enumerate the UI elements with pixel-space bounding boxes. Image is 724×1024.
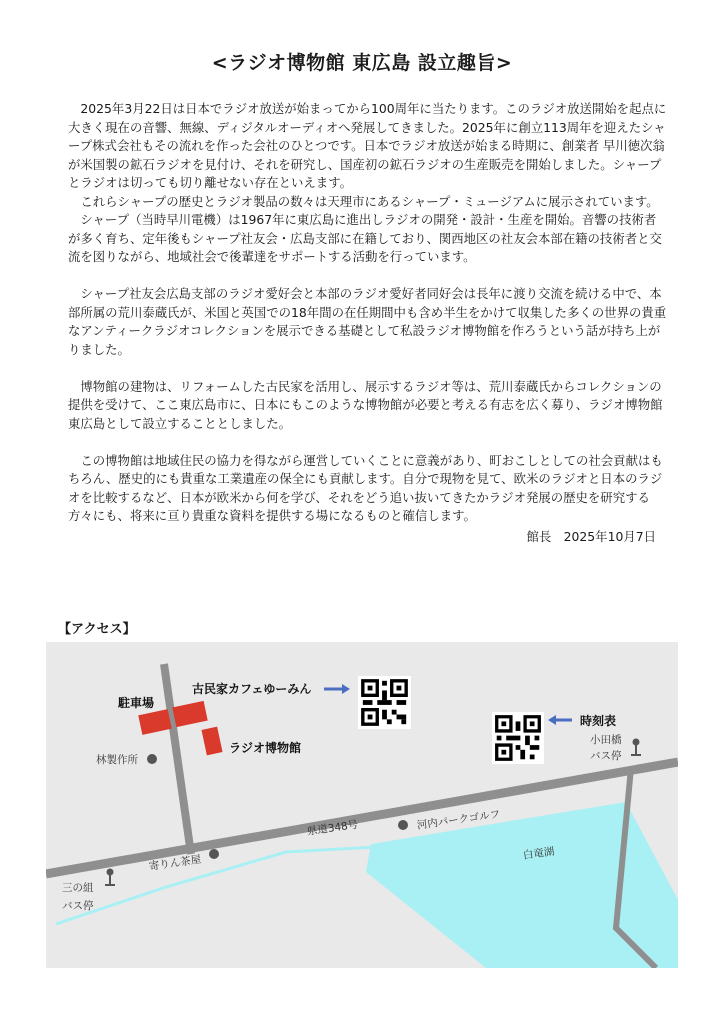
hayashi-label: 林製作所 <box>96 754 138 766</box>
access-map <box>46 642 678 968</box>
hayashi-dot <box>147 754 157 764</box>
cafe-building <box>172 701 207 727</box>
arrow-right-icon <box>324 684 350 694</box>
bus-stop-odabashi-icon <box>631 739 641 756</box>
bus-stop-mitsunokumi-icon <box>105 869 115 886</box>
paragraph-3: シャープ（当時早川電機）は1967年に東広島に進出しラジオの開発・設計・生産を開始。音響の技術者が多く育ち、定年後もシャープ社友会・広島支部に在籍しており、関西地区の社友会本部在籍の技術者と交流を図りながら、地域社会で後輩達をサポートする活動を行っています。 <box>68 212 662 264</box>
museum-label: ラジオ博物館 <box>229 741 302 755</box>
paragraph-6: この博物館は地域住民の協力を得ながら運営していくことに意義があり、町おこしとしての社会貢献はもちろん、歴史的にも貴重な工業遺産の保全にも貢献します。自分で現物を見て、欧米のラジオと日本のラジオを比較するなど、日本が欧米から何を学び、それをどう追い抜いてきたかラジオ発展の歴史を研究する方々にも、将来に亘り貴重な資料を提供する場になるものと確信します。 <box>68 452 663 523</box>
road-north <box>164 664 191 854</box>
mitsunokumi-bus-label: バス停 <box>62 900 94 912</box>
paragraph-5: 博物館の建物は、リフォームした古民家を活用し、展示するラジオ等は、荒川泰蔵氏からコレクションの提供を受けて、ここ東広島市に、日本にもこのような博物館が必要と考える有志を広く募り、ラジオ博物館東広島として設立することとしました。 <box>68 378 663 431</box>
access-heading: 【アクセス】 <box>58 622 136 637</box>
odabashi-bus-label: バス停 <box>590 750 622 762</box>
golf-label: 河内パークゴルフ <box>416 808 501 832</box>
cafe-qr-code[interactable] <box>358 676 411 729</box>
yorinchaya-label: 寄りん茶屋 <box>148 853 202 873</box>
body-text <box>68 100 668 546</box>
yorinchaya-dot <box>209 849 219 859</box>
signature: 館長 2025年10月7日 <box>526 528 656 544</box>
timetable-qr-code[interactable] <box>492 712 544 764</box>
mitsunokumi-label: 三の組 <box>62 882 94 894</box>
arrow-left-icon <box>548 715 572 725</box>
cafe-label: 古民家カフェゆーみん <box>192 682 312 696</box>
parking-lot <box>138 709 172 735</box>
odabashi-label: 小田橋 <box>590 734 622 746</box>
golf-dot <box>398 820 408 830</box>
paragraph-1: 2025年3月22日は日本でラジオ放送が始まってから100周年に当たります。このラジオ放送開始を起点に大きく現在の音響、無線、ディジタルオーディオへ発展してきました。2025年に創立113周年を迎えたシャープ株式会社もその流れを作った会社のひとつです。日本でラジオ放送が始まる時期に、創業者 早川徳次翁が米国製の鉱石ラジオを見付け、それを研究し、国産初の鉱石ラジオの生産販売を開始しました。シャープとラジオは切っても切り離せない存在といえます。 <box>68 101 667 190</box>
timetable-label: 時刻表 <box>580 714 617 728</box>
lake-label: 白竜湖 <box>522 845 556 862</box>
qr-icon <box>492 712 544 764</box>
page-title: <ラジオ博物館 東広島 設立趣旨> <box>211 52 513 74</box>
parking-label: 駐車場 <box>118 696 155 710</box>
museum-building <box>201 727 222 756</box>
qr-icon <box>358 676 411 729</box>
paragraph-4: シャープ社友会広島支部のラジオ愛好会と本部のラジオ愛好者同好会は長年に渡り交流を続ける中で、本部所属の荒川泰蔵氏が、米国と英国での18年間の在任期間中も含め半生をかけて収集した多くの世界の貴重なアンティークラジオコレクションを展示できる基礎として私設ラジオ博物館を作ろうという話が持ち上がりました。 <box>68 286 667 357</box>
route-label: 県道348号 <box>306 818 359 838</box>
paragraph-2: これらシャープの歴史とラジオ製品の数々は天理市にあるシャープ・ミュージアムに展示されています。 <box>80 193 659 209</box>
